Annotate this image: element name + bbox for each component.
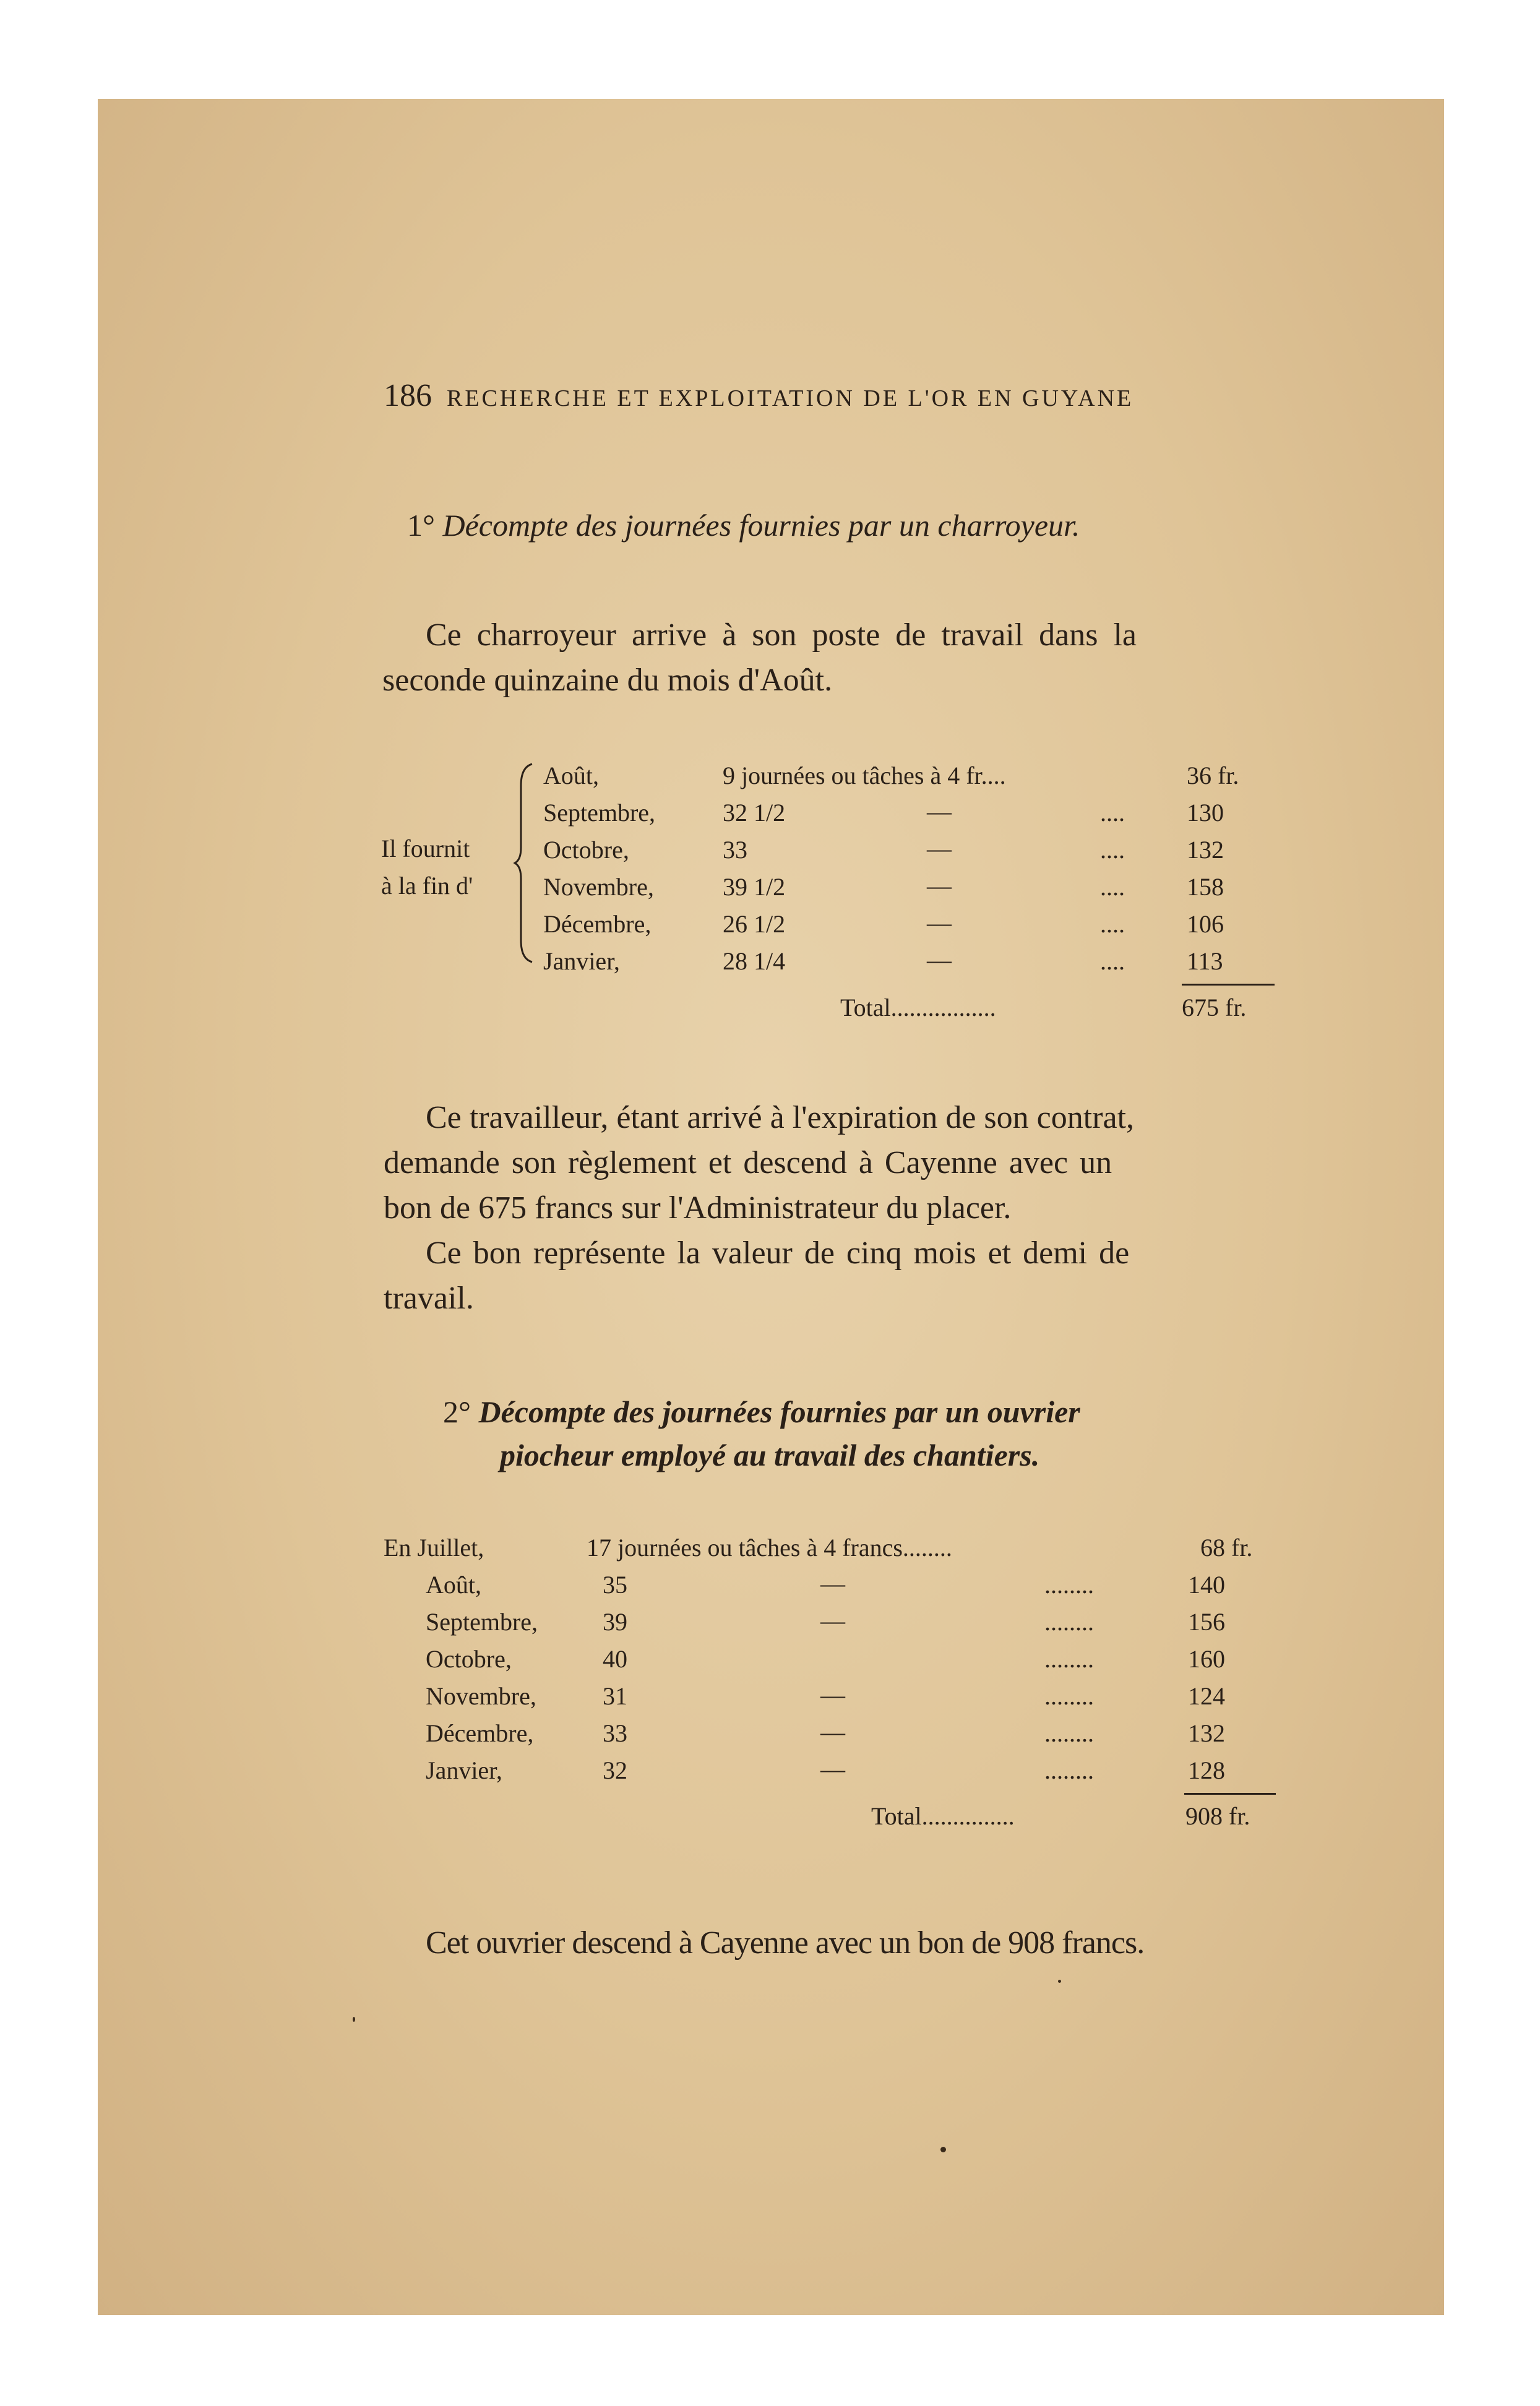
- row-month: Septembre,: [426, 1608, 538, 1636]
- row-amount: 140: [1188, 1571, 1225, 1599]
- row-dash: —: [820, 1681, 845, 1709]
- row-month: Novembre,: [426, 1682, 536, 1710]
- row-dash: —: [927, 946, 952, 974]
- row-dash: —: [820, 1718, 845, 1746]
- row-days: 39 1/2: [723, 873, 786, 901]
- row-amount: 158: [1187, 873, 1224, 901]
- middle-line1: Ce travailleur, étant arrivé à l'expiration de son contrat,: [426, 1100, 1135, 1135]
- row-month: Août,: [543, 762, 599, 789]
- row-month: Décembre,: [543, 910, 652, 938]
- row-month: Octobre,: [543, 836, 629, 864]
- row-days: 35: [603, 1571, 627, 1599]
- row-days: 40: [603, 1645, 627, 1673]
- section2-heading-number: 2°: [443, 1394, 471, 1429]
- book-page: [98, 99, 1444, 2315]
- row-days: 32: [603, 1756, 627, 1784]
- running-head: [384, 377, 1133, 414]
- row-days: 26 1/2: [723, 910, 786, 938]
- row-amount: 128: [1188, 1756, 1225, 1784]
- row-days: 9 journées ou tâches à 4 fr....: [723, 762, 1006, 789]
- paper-speck: [1058, 1980, 1061, 1983]
- row-dash: —: [820, 1607, 845, 1635]
- row-dash: —: [927, 835, 952, 862]
- side-label-line2: à la fin d': [381, 872, 473, 900]
- total-rule: [1182, 984, 1275, 986]
- row-amount: 160: [1188, 1645, 1225, 1673]
- row-days: 33: [603, 1719, 627, 1747]
- row-dash: —: [820, 1755, 845, 1783]
- side-label-line1: Il fournit: [381, 835, 470, 862]
- row-month: Janvier,: [426, 1756, 502, 1784]
- row-dots: ....: [1100, 799, 1125, 827]
- section2-heading-line1: [443, 1394, 1080, 1430]
- row-dots: ........: [1044, 1719, 1094, 1747]
- row-dash: —: [927, 797, 952, 825]
- row-dots: ........: [1044, 1645, 1094, 1673]
- row-dash: —: [927, 909, 952, 937]
- row-amount: 156: [1188, 1608, 1225, 1636]
- row-days: 28 1/4: [723, 947, 786, 975]
- middle-line3: bon de 675 francs sur l'Administrateur du placer.: [384, 1190, 1012, 1226]
- section1-heading: [407, 507, 1080, 543]
- middle-line2: demande son règlement et descend à Cayenne avec un: [384, 1145, 1112, 1180]
- total-amount: 908 fr.: [1185, 1802, 1250, 1830]
- row-dash: —: [820, 1570, 845, 1597]
- row-dots: ....: [1100, 836, 1125, 864]
- row-month: Janvier,: [543, 947, 620, 975]
- middle-line4: Ce bon représente la valeur de cinq mois et demi de: [426, 1235, 1130, 1271]
- row-dash: —: [927, 872, 952, 900]
- section2-heading-text: Décompte des journées fournies par un ouvrier: [478, 1394, 1080, 1429]
- closing-line: Cet ouvrier descend à Cayenne avec un bon de 908 francs.: [426, 1925, 1145, 1961]
- row-month: En Juillet,: [384, 1534, 484, 1562]
- section1-heading-text: Décompte des journées fournies par un charroyeur.: [442, 508, 1080, 543]
- row-days: 17 journées ou tâches à 4 francs........: [587, 1534, 952, 1562]
- row-days: 39: [603, 1608, 627, 1636]
- total-label: Total.................: [840, 994, 996, 1021]
- row-amount: 132: [1188, 1719, 1225, 1747]
- paper-speck: [940, 2147, 946, 2152]
- row-dots: ........: [1044, 1571, 1094, 1599]
- row-amount: 68 fr.: [1200, 1534, 1253, 1562]
- row-dots: ........: [1044, 1682, 1094, 1710]
- row-dots: ....: [1100, 910, 1125, 938]
- running-title: RECHERCHE ET EXPLOITATION DE L'OR EN GUYANE: [447, 385, 1134, 411]
- row-amount: 36 fr.: [1187, 762, 1239, 789]
- row-dots: ....: [1100, 947, 1125, 975]
- left-brace-icon: [514, 761, 538, 965]
- row-month: Octobre,: [426, 1645, 512, 1673]
- row-amount: 113: [1187, 947, 1223, 975]
- row-month: Août,: [426, 1571, 481, 1599]
- row-amount: 130: [1187, 799, 1224, 827]
- row-days: 32 1/2: [723, 799, 786, 827]
- row-amount: 106: [1187, 910, 1224, 938]
- section1-intro-line1: Ce charroyeur arrive à son poste de travail dans la: [426, 617, 1137, 653]
- row-month: Septembre,: [543, 799, 656, 827]
- row-dots: ........: [1044, 1608, 1094, 1636]
- row-month: Novembre,: [543, 873, 654, 901]
- row-dots: ....: [1100, 873, 1125, 901]
- row-days: 31: [603, 1682, 627, 1710]
- section2-heading-line2: piocheur employé au travail des chantiers.: [500, 1438, 1040, 1472]
- section1-intro-line2: seconde quinzaine du mois d'Août.: [382, 663, 833, 698]
- section1-heading-number: 1°: [407, 508, 435, 543]
- total-amount: 675 fr.: [1182, 994, 1247, 1021]
- paper-speck: [353, 2017, 355, 2022]
- middle-line5: travail.: [384, 1281, 474, 1316]
- row-days: 33: [723, 836, 747, 864]
- row-month: Décembre,: [426, 1719, 534, 1747]
- row-dots: ........: [1044, 1756, 1094, 1784]
- row-amount: 132: [1187, 836, 1224, 864]
- total-label: Total...............: [871, 1802, 1015, 1830]
- page-number: 186: [384, 378, 432, 413]
- row-amount: 124: [1188, 1682, 1225, 1710]
- total-rule: [1184, 1793, 1276, 1795]
